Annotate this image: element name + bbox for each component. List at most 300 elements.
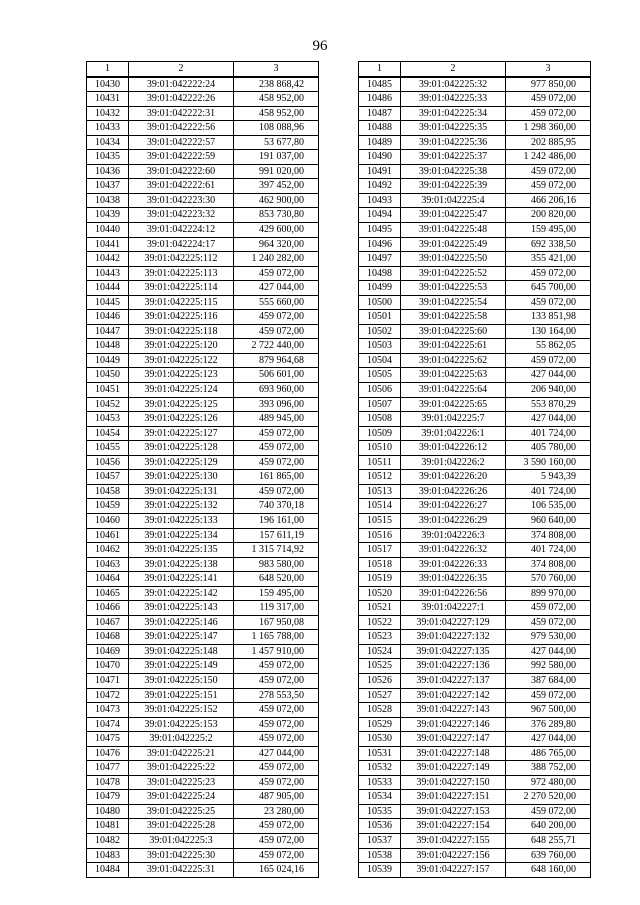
cadastral-number-cell: 39:01:042226:27	[401, 499, 506, 514]
cadastral-number-cell: 39:01:042225:113	[129, 266, 234, 281]
table-row	[359, 557, 591, 572]
row-number-cell: 10476	[87, 746, 129, 761]
cadastral-number-cell: 39:01:042225:141	[129, 572, 234, 587]
cadastral-number-cell: 39:01:042225:37	[401, 150, 506, 165]
value-cell: 459 072,00	[234, 310, 319, 325]
row-number-cell: 10506	[359, 383, 401, 398]
table-row	[87, 572, 319, 587]
table-row	[87, 353, 319, 368]
cadastral-number-cell: 39:01:042226:32	[401, 543, 506, 558]
table-row	[87, 77, 319, 92]
table-row	[87, 310, 319, 325]
value-cell: 397 452,00	[234, 179, 319, 194]
cadastral-number-cell: 39:01:042222:26	[129, 92, 234, 107]
cadastral-number-cell: 39:01:042223:30	[129, 193, 234, 208]
table-row	[359, 615, 591, 630]
value-cell: 388 752,00	[506, 761, 591, 776]
value-cell: 374 808,00	[506, 528, 591, 543]
cadastral-number-cell: 39:01:042225:130	[129, 470, 234, 485]
table-row	[359, 732, 591, 747]
table-row	[87, 586, 319, 601]
table-row	[359, 368, 591, 383]
value-cell: 196 161,00	[234, 513, 319, 528]
cadastral-number-cell: 39:01:042226:26	[401, 484, 506, 499]
cadastral-number-cell: 39:01:042225:138	[129, 557, 234, 572]
column-header-3: 3	[234, 62, 319, 77]
row-number-cell: 10432	[87, 106, 129, 121]
row-number-cell: 10488	[359, 121, 401, 136]
row-number-cell: 10495	[359, 223, 401, 238]
column-header-1: 1	[359, 62, 401, 77]
table-row	[359, 426, 591, 441]
value-cell: 645 700,00	[506, 281, 591, 296]
table-row	[87, 339, 319, 354]
cadastral-number-cell: 39:01:042225:4	[401, 193, 506, 208]
row-number-cell: 10436	[87, 164, 129, 179]
value-cell: 639 760,00	[506, 848, 591, 863]
table-row	[87, 775, 319, 790]
cadastral-number-cell: 39:01:042224:12	[129, 223, 234, 238]
table-row	[359, 848, 591, 863]
row-number-cell: 10525	[359, 659, 401, 674]
value-cell: 459 072,00	[506, 688, 591, 703]
table-row	[359, 717, 591, 732]
table-row	[87, 252, 319, 267]
row-number-cell: 10437	[87, 179, 129, 194]
table-row	[87, 383, 319, 398]
table-row	[87, 543, 319, 558]
row-number-cell: 10493	[359, 193, 401, 208]
row-number-cell: 10454	[87, 426, 129, 441]
value-cell: 459 072,00	[506, 164, 591, 179]
table-row	[87, 644, 319, 659]
table-row	[359, 659, 591, 674]
cadastral-number-cell: 39:01:042225:53	[401, 281, 506, 296]
row-number-cell: 10514	[359, 499, 401, 514]
table-row	[87, 106, 319, 121]
row-number-cell: 10494	[359, 208, 401, 223]
value-cell: 55 862,05	[506, 339, 591, 354]
table-row	[87, 790, 319, 805]
table-row	[359, 499, 591, 514]
row-number-cell: 10537	[359, 833, 401, 848]
value-cell: 119 317,00	[234, 601, 319, 616]
table-row	[359, 237, 591, 252]
value-cell: 1 240 282,00	[234, 252, 319, 267]
cadastral-number-cell: 39:01:042222:31	[129, 106, 234, 121]
value-cell: 401 724,00	[506, 426, 591, 441]
value-cell: 1 315 714,92	[234, 543, 319, 558]
row-number-cell: 10459	[87, 499, 129, 514]
row-number-cell: 10430	[87, 77, 129, 92]
row-number-cell: 10479	[87, 790, 129, 805]
value-cell: 459 072,00	[506, 92, 591, 107]
value-cell: 108 088,96	[234, 121, 319, 136]
value-cell: 459 072,00	[234, 761, 319, 776]
value-cell: 459 072,00	[506, 106, 591, 121]
cadastral-number-cell: 39:01:042227:1	[401, 601, 506, 616]
cadastral-number-cell: 39:01:042222:60	[129, 164, 234, 179]
value-cell: 459 072,00	[234, 833, 319, 848]
row-number-cell: 10456	[87, 455, 129, 470]
value-cell: 427 044,00	[506, 412, 591, 427]
cadastral-number-cell: 39:01:042222:24	[129, 77, 234, 92]
table-row	[87, 324, 319, 339]
left-table-body	[87, 77, 319, 878]
cadastral-number-cell: 39:01:042225:116	[129, 310, 234, 325]
row-number-cell: 10517	[359, 543, 401, 558]
table-row	[87, 659, 319, 674]
table-row	[87, 688, 319, 703]
row-number-cell: 10502	[359, 324, 401, 339]
value-cell: 570 760,00	[506, 572, 591, 587]
cadastral-number-cell: 39:01:042227:149	[401, 761, 506, 776]
cadastral-number-cell: 39:01:042225:142	[129, 586, 234, 601]
row-number-cell: 10451	[87, 383, 129, 398]
row-number-cell: 10536	[359, 819, 401, 834]
row-number-cell: 10518	[359, 557, 401, 572]
cadastral-number-cell: 39:01:042225:133	[129, 513, 234, 528]
table-row	[359, 266, 591, 281]
cadastral-number-cell: 39:01:042222:59	[129, 150, 234, 165]
cadastral-number-cell: 39:01:042225:126	[129, 412, 234, 427]
table-row	[87, 135, 319, 150]
value-cell: 964 320,00	[234, 237, 319, 252]
table-row	[359, 790, 591, 805]
table-row	[87, 848, 319, 863]
table-row	[87, 397, 319, 412]
row-number-cell: 10484	[87, 863, 129, 878]
row-number-cell: 10513	[359, 484, 401, 499]
cadastral-number-cell: 39:01:042227:129	[401, 615, 506, 630]
table-row	[87, 819, 319, 834]
row-number-cell: 10524	[359, 644, 401, 659]
value-cell: 159 495,00	[234, 586, 319, 601]
cadastral-number-cell: 39:01:042227:154	[401, 819, 506, 834]
row-number-cell: 10444	[87, 281, 129, 296]
value-cell: 200 820,00	[506, 208, 591, 223]
right-table	[358, 61, 591, 878]
table-row	[87, 237, 319, 252]
row-number-cell: 10508	[359, 412, 401, 427]
row-number-cell: 10483	[87, 848, 129, 863]
cadastral-number-cell: 39:01:042226:12	[401, 441, 506, 456]
value-cell: 167 950,08	[234, 615, 319, 630]
row-number-cell: 10431	[87, 92, 129, 107]
table-row	[359, 412, 591, 427]
table-row	[87, 673, 319, 688]
cadastral-number-cell: 39:01:042225:65	[401, 397, 506, 412]
row-number-cell: 10475	[87, 732, 129, 747]
table-row	[359, 324, 591, 339]
cadastral-number-cell: 39:01:042225:7	[401, 412, 506, 427]
value-cell: 202 885,95	[506, 135, 591, 150]
row-number-cell: 10486	[359, 92, 401, 107]
table-row	[359, 688, 591, 703]
cadastral-number-cell: 39:01:042225:38	[401, 164, 506, 179]
table-row	[359, 586, 591, 601]
cadastral-number-cell: 39:01:042227:157	[401, 863, 506, 878]
table-row	[87, 499, 319, 514]
row-number-cell: 10461	[87, 528, 129, 543]
value-cell: 459 072,00	[506, 353, 591, 368]
row-number-cell: 10489	[359, 135, 401, 150]
column-header-2: 2	[401, 62, 506, 77]
value-cell: 486 765,00	[506, 746, 591, 761]
table-row	[87, 281, 319, 296]
cadastral-number-cell: 39:01:042225:134	[129, 528, 234, 543]
cadastral-number-cell: 39:01:042227:147	[401, 732, 506, 747]
cadastral-number-cell: 39:01:042225:25	[129, 804, 234, 819]
row-number-cell: 10474	[87, 717, 129, 732]
column-header-3: 3	[506, 62, 591, 77]
row-number-cell: 10462	[87, 543, 129, 558]
value-cell: 1 165 788,00	[234, 630, 319, 645]
value-cell: 165 024,16	[234, 863, 319, 878]
table-row	[359, 193, 591, 208]
cadastral-number-cell: 39:01:042224:17	[129, 237, 234, 252]
table-row	[359, 223, 591, 238]
value-cell: 1 457 910,00	[234, 644, 319, 659]
row-number-cell: 10511	[359, 455, 401, 470]
row-number-cell: 10472	[87, 688, 129, 703]
value-cell: 459 072,00	[234, 775, 319, 790]
row-number-cell: 10433	[87, 121, 129, 136]
value-cell: 693 960,00	[234, 383, 319, 398]
table-row	[87, 513, 319, 528]
cadastral-number-cell: 39:01:042225:32	[401, 77, 506, 92]
table-row	[359, 135, 591, 150]
table-row	[87, 804, 319, 819]
value-cell: 459 072,00	[234, 819, 319, 834]
row-number-cell: 10490	[359, 150, 401, 165]
cadastral-number-cell: 39:01:042225:62	[401, 353, 506, 368]
value-cell: 401 724,00	[506, 543, 591, 558]
row-number-cell: 10435	[87, 150, 129, 165]
table-row	[87, 412, 319, 427]
value-cell: 979 530,00	[506, 630, 591, 645]
cadastral-number-cell: 39:01:042226:2	[401, 455, 506, 470]
row-number-cell: 10523	[359, 630, 401, 645]
row-number-cell: 10526	[359, 673, 401, 688]
value-cell: 1 242 486,00	[506, 150, 591, 165]
table-row	[359, 77, 591, 92]
value-cell: 992 580,00	[506, 659, 591, 674]
table-row	[359, 644, 591, 659]
row-number-cell: 10465	[87, 586, 129, 601]
table-row	[87, 601, 319, 616]
table-row	[87, 150, 319, 165]
cadastral-number-cell: 39:01:042225:148	[129, 644, 234, 659]
cadastral-number-cell: 39:01:042226:29	[401, 513, 506, 528]
row-number-cell: 10527	[359, 688, 401, 703]
row-number-cell: 10460	[87, 513, 129, 528]
value-cell: 459 072,00	[234, 441, 319, 456]
cadastral-number-cell: 39:01:042227:137	[401, 673, 506, 688]
value-cell: 972 480,00	[506, 775, 591, 790]
table-row	[87, 732, 319, 747]
table-row	[359, 310, 591, 325]
row-number-cell: 10449	[87, 353, 129, 368]
row-number-cell: 10501	[359, 310, 401, 325]
row-number-cell: 10503	[359, 339, 401, 354]
row-number-cell: 10448	[87, 339, 129, 354]
value-cell: 355 421,00	[506, 252, 591, 267]
value-cell: 427 044,00	[506, 732, 591, 747]
value-cell: 459 072,00	[234, 703, 319, 718]
cadastral-number-cell: 39:01:042225:124	[129, 383, 234, 398]
table-row	[359, 863, 591, 878]
value-cell: 648 160,00	[506, 863, 591, 878]
cadastral-number-cell: 39:01:042226:3	[401, 528, 506, 543]
row-number-cell: 10473	[87, 703, 129, 718]
value-cell: 130 164,00	[506, 324, 591, 339]
cadastral-number-cell: 39:01:042225:118	[129, 324, 234, 339]
row-number-cell: 10466	[87, 601, 129, 616]
table-row	[359, 673, 591, 688]
cadastral-number-cell: 39:01:042222:56	[129, 121, 234, 136]
row-number-cell: 10452	[87, 397, 129, 412]
table-row	[87, 833, 319, 848]
cadastral-number-cell: 39:01:042227:135	[401, 644, 506, 659]
row-number-cell: 10487	[359, 106, 401, 121]
cadastral-number-cell: 39:01:042225:129	[129, 455, 234, 470]
value-cell: 238 868,42	[234, 77, 319, 92]
left-table	[86, 61, 319, 878]
table-row	[359, 106, 591, 121]
cadastral-number-cell: 39:01:042225:125	[129, 397, 234, 412]
row-number-cell: 10468	[87, 630, 129, 645]
value-cell: 159 495,00	[506, 223, 591, 238]
cadastral-number-cell: 39:01:042225:35	[401, 121, 506, 136]
cadastral-number-cell: 39:01:042225:114	[129, 281, 234, 296]
row-number-cell: 10532	[359, 761, 401, 776]
cadastral-number-cell: 39:01:042225:115	[129, 295, 234, 310]
table-row	[359, 92, 591, 107]
table-row	[359, 281, 591, 296]
cadastral-number-cell: 39:01:042225:61	[401, 339, 506, 354]
table-row	[359, 339, 591, 354]
cadastral-number-cell: 39:01:042225:36	[401, 135, 506, 150]
cadastral-number-cell: 39:01:042225:48	[401, 223, 506, 238]
value-cell: 429 600,00	[234, 223, 319, 238]
value-cell: 387 684,00	[506, 673, 591, 688]
table-row	[359, 150, 591, 165]
row-number-cell: 10478	[87, 775, 129, 790]
row-number-cell: 10534	[359, 790, 401, 805]
cadastral-number-cell: 39:01:042227:153	[401, 804, 506, 819]
value-cell: 53 677,80	[234, 135, 319, 150]
row-number-cell: 10447	[87, 324, 129, 339]
value-cell: 2 722 440,00	[234, 339, 319, 354]
table-row	[87, 208, 319, 223]
table-header-row	[359, 62, 591, 77]
row-number-cell: 10515	[359, 513, 401, 528]
value-cell: 983 580,00	[234, 557, 319, 572]
cadastral-number-cell: 39:01:042225:147	[129, 630, 234, 645]
cadastral-number-cell: 39:01:042226:56	[401, 586, 506, 601]
cadastral-number-cell: 39:01:042226:35	[401, 572, 506, 587]
cadastral-number-cell: 39:01:042225:128	[129, 441, 234, 456]
cadastral-number-cell: 39:01:042225:149	[129, 659, 234, 674]
cadastral-number-cell: 39:01:042225:54	[401, 295, 506, 310]
value-cell: 23 280,00	[234, 804, 319, 819]
row-number-cell: 10512	[359, 470, 401, 485]
table-row	[87, 863, 319, 878]
row-number-cell: 10471	[87, 673, 129, 688]
cadastral-number-cell: 39:01:042225:3	[129, 833, 234, 848]
cadastral-number-cell: 39:01:042227:143	[401, 703, 506, 718]
table-row	[359, 630, 591, 645]
cadastral-number-cell: 39:01:042225:31	[129, 863, 234, 878]
table-row	[359, 252, 591, 267]
value-cell: 3 590 160,00	[506, 455, 591, 470]
table-row	[359, 208, 591, 223]
value-cell: 740 370,18	[234, 499, 319, 514]
value-cell: 640 200,00	[506, 819, 591, 834]
table-row	[87, 164, 319, 179]
table-row	[87, 223, 319, 238]
value-cell: 106 535,00	[506, 499, 591, 514]
table-row	[87, 441, 319, 456]
row-number-cell: 10538	[359, 848, 401, 863]
cadastral-number-cell: 39:01:042225:34	[401, 106, 506, 121]
row-number-cell: 10530	[359, 732, 401, 747]
cadastral-number-cell: 39:01:042225:150	[129, 673, 234, 688]
cadastral-number-cell: 39:01:042225:143	[129, 601, 234, 616]
table-row	[359, 179, 591, 194]
cadastral-number-cell: 39:01:042225:152	[129, 703, 234, 718]
table-row	[87, 179, 319, 194]
table-row	[359, 470, 591, 485]
value-cell: 506 601,00	[234, 368, 319, 383]
row-number-cell: 10443	[87, 266, 129, 281]
row-number-cell: 10481	[87, 819, 129, 834]
table-row	[359, 441, 591, 456]
cadastral-number-cell: 39:01:042225:24	[129, 790, 234, 805]
value-cell: 427 044,00	[234, 281, 319, 296]
row-number-cell: 10463	[87, 557, 129, 572]
value-cell: 459 072,00	[506, 601, 591, 616]
cadastral-number-cell: 39:01:042225:49	[401, 237, 506, 252]
value-cell: 157 611,19	[234, 528, 319, 543]
value-cell: 459 072,00	[234, 732, 319, 747]
cadastral-number-cell: 39:01:042225:50	[401, 252, 506, 267]
value-cell: 427 044,00	[506, 644, 591, 659]
value-cell: 459 072,00	[234, 659, 319, 674]
table-row	[359, 775, 591, 790]
table-row	[359, 833, 591, 848]
row-number-cell: 10450	[87, 368, 129, 383]
cadastral-number-cell: 39:01:042223:32	[129, 208, 234, 223]
row-number-cell: 10458	[87, 484, 129, 499]
cadastral-number-cell: 39:01:042222:57	[129, 135, 234, 150]
cadastral-number-cell: 39:01:042225:63	[401, 368, 506, 383]
value-cell: 462 900,00	[234, 193, 319, 208]
row-number-cell: 10509	[359, 426, 401, 441]
value-cell: 161 865,00	[234, 470, 319, 485]
value-cell: 1 298 360,00	[506, 121, 591, 136]
row-number-cell: 10496	[359, 237, 401, 252]
page-number: 96	[312, 38, 328, 54]
cadastral-number-cell: 39:01:042225:122	[129, 353, 234, 368]
value-cell: 459 072,00	[506, 615, 591, 630]
column-header-2: 2	[129, 62, 234, 77]
cadastral-number-cell: 39:01:042225:22	[129, 761, 234, 776]
column-header-1: 1	[87, 62, 129, 77]
row-number-cell: 10491	[359, 164, 401, 179]
row-number-cell: 10470	[87, 659, 129, 674]
